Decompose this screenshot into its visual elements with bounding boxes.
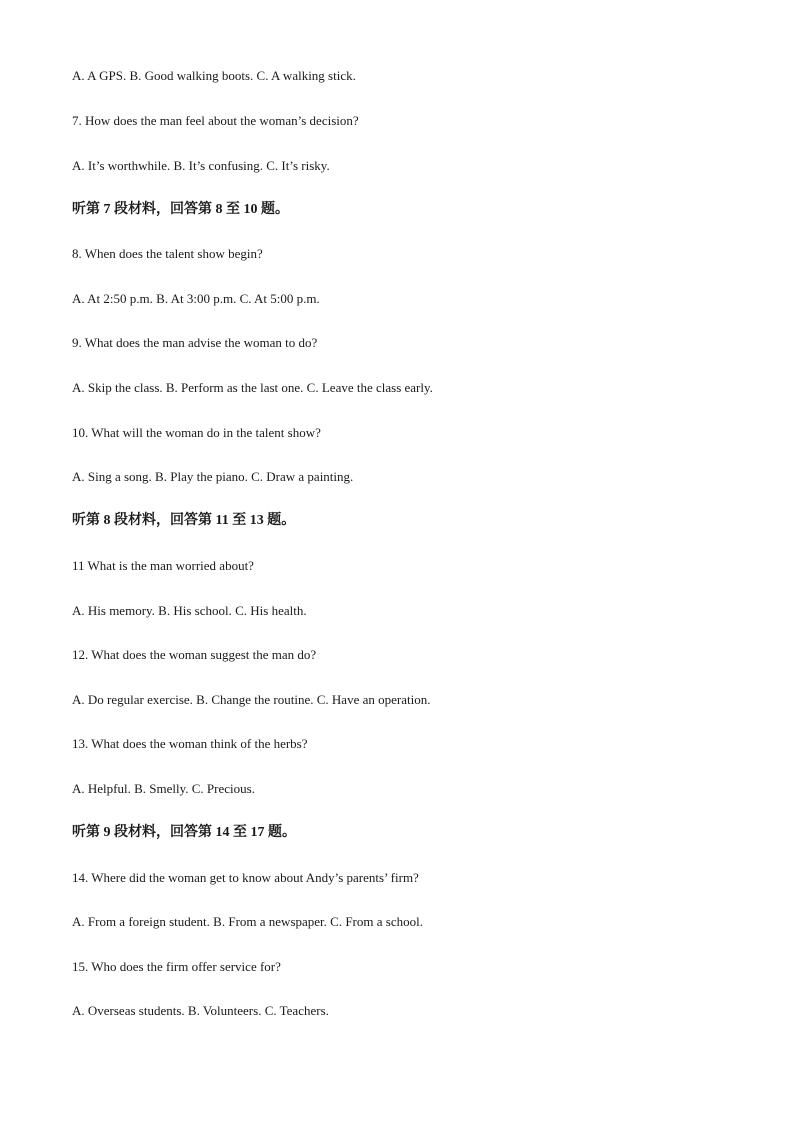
section-heading-passage-8: 听第 8 段材料，回答第 11 至 13 题。: [72, 513, 296, 528]
answer-options-11: A. His memory. B. His school. C. His health.: [72, 603, 307, 618]
question-8: 8. When does the talent show begin?: [72, 246, 263, 261]
question-11: 11 What is the man worried about?: [72, 558, 254, 573]
section-heading-passage-9: 听第 9 段材料，回答第 14 至 17 题。: [72, 825, 296, 840]
answer-options-7: A. It’s worthwhile. B. It’s confusing. C. It’s risky.: [72, 158, 330, 173]
question-10: 10. What will the woman do in the talent show?: [72, 425, 321, 440]
answer-options-15: A. Overseas students. B. Volunteers. C. Teachers.: [72, 1003, 329, 1018]
question-15: 15. Who does the firm offer service for?: [72, 959, 281, 974]
answer-options-8: A. At 2:50 p.m. B. At 3:00 p.m. C. At 5:00 p.m.: [72, 291, 320, 306]
answer-options-13: A. Helpful. B. Smelly. C. Precious.: [72, 781, 255, 796]
answer-options-10: A. Sing a song. B. Play the piano. C. Draw a painting.: [72, 469, 354, 484]
question-12: 12. What does the woman suggest the man do?: [72, 647, 317, 662]
answer-options-6: A. A GPS. B. Good walking boots. C. A walking stick.: [72, 68, 356, 83]
answer-options-14: A. From a foreign student. B. From a newspaper. C. From a school.: [72, 914, 423, 929]
section-heading-passage-7: 听第 7 段材料，回答第 8 至 10 题。: [72, 202, 289, 217]
question-7: 7. How does the man feel about the woman’s decision?: [72, 113, 359, 128]
question-14: 14. Where did the woman get to know about Andy’s parents’ firm?: [72, 870, 419, 885]
answer-options-12: A. Do regular exercise. B. Change the routine. C. Have an operation.: [72, 692, 431, 707]
question-13: 13. What does the woman think of the herbs?: [72, 736, 308, 751]
question-9: 9. What does the man advise the woman to do?: [72, 335, 318, 350]
answer-options-9: A. Skip the class. B. Perform as the last one. C. Leave the class early.: [72, 380, 433, 395]
